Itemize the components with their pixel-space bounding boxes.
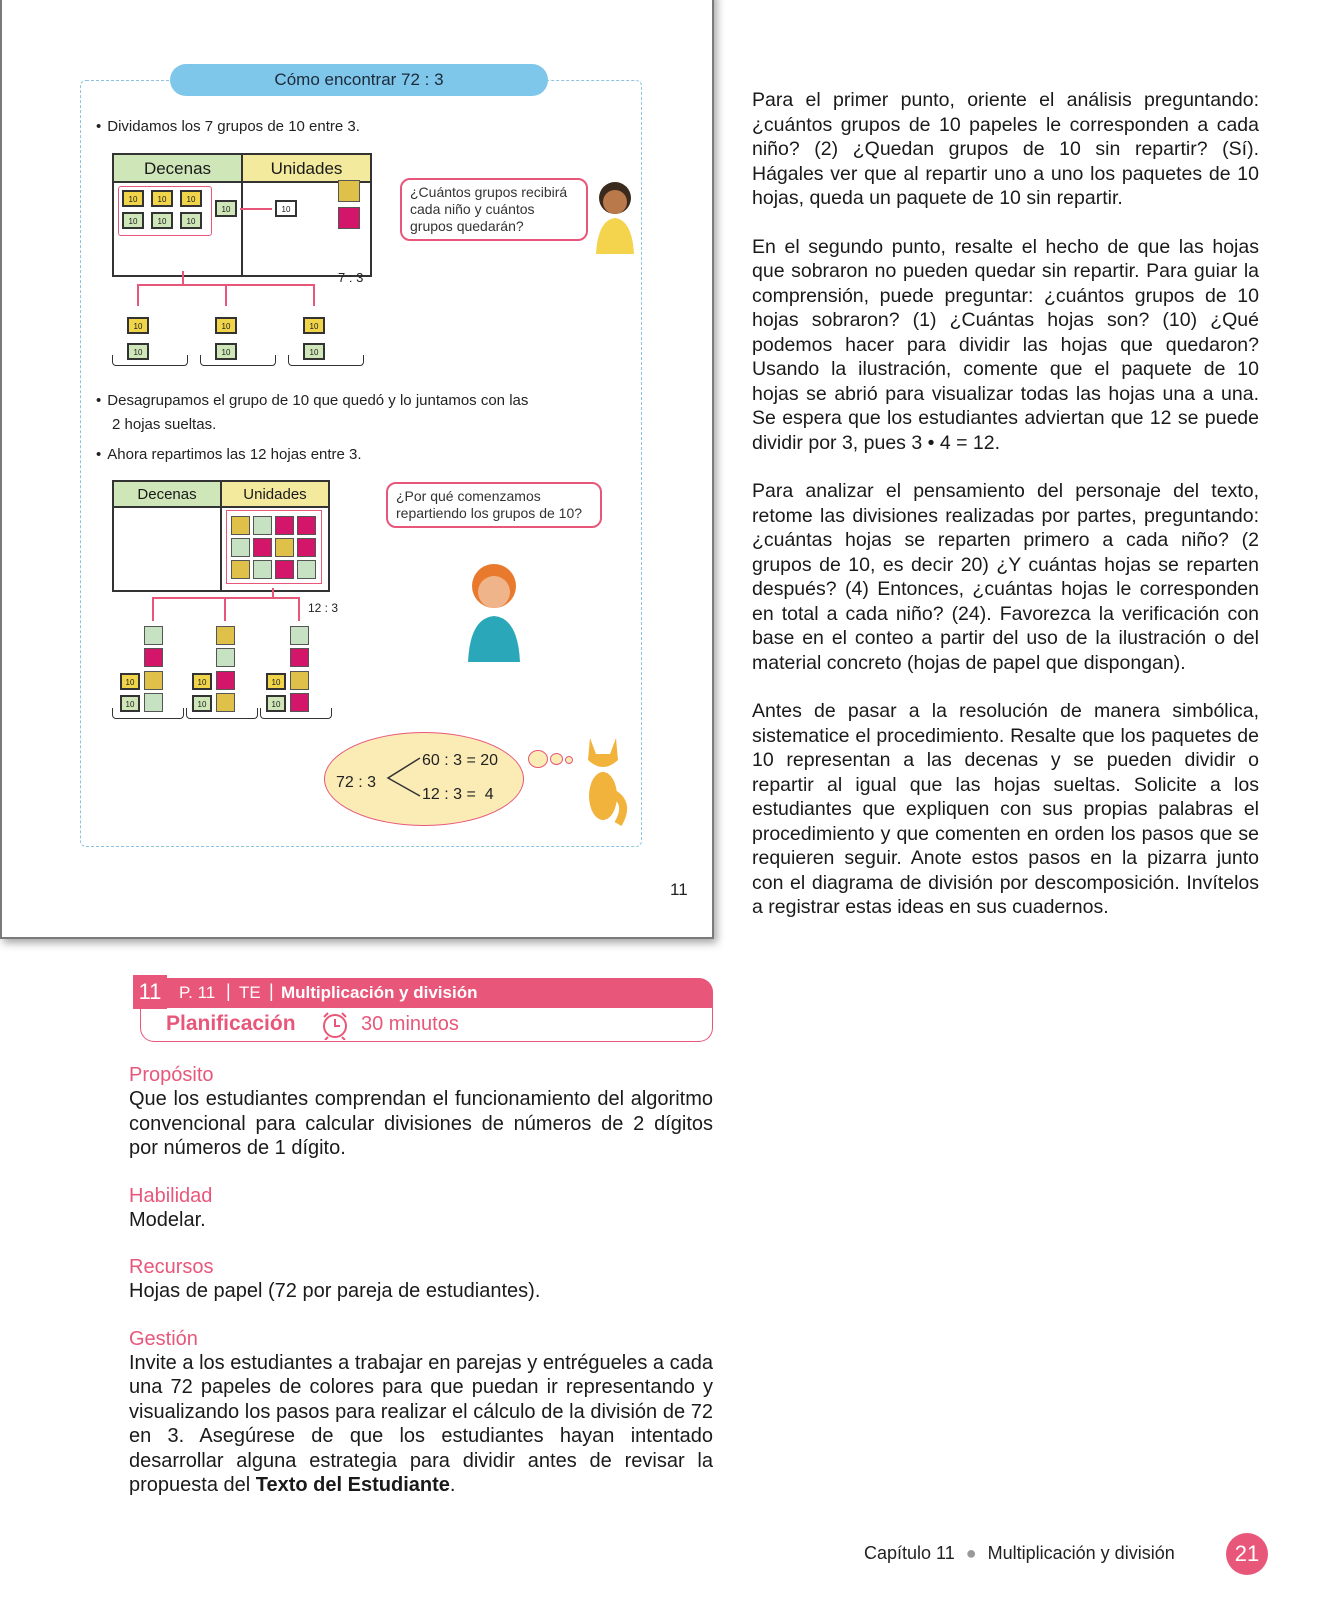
tens-tile: 10 <box>215 343 237 360</box>
divider: | <box>269 981 274 1001</box>
teacher-notes <box>752 88 1259 944</box>
tens-tile: 10 <box>192 673 212 690</box>
unit-square <box>231 560 250 579</box>
page-ref: P. 11 <box>179 983 216 1002</box>
planning-heading: Planificación <box>166 1012 296 1035</box>
bullet-step-2: • Desagrupamos el grupo de 10 que quedó y lo juntamos con las <box>96 392 528 409</box>
tens-tile: 10 <box>127 343 149 360</box>
section-text-gestion <box>129 1351 713 1498</box>
tens-tile: 10 <box>266 695 286 712</box>
tens-tile: 10 <box>192 695 212 712</box>
planning-box <box>140 1008 713 1042</box>
clock-icon <box>318 1010 352 1040</box>
unit-square <box>216 648 235 667</box>
unit-square <box>290 671 309 690</box>
connector <box>225 284 227 306</box>
planning-header-bar <box>133 978 713 1008</box>
connector <box>313 284 315 306</box>
split-arrows <box>384 752 424 800</box>
te-label: TE <box>239 983 261 1002</box>
bullet-step-1: • Dividamos los 7 grupos de 10 entre 3. <box>96 118 360 135</box>
unit-square <box>216 626 235 645</box>
connector <box>152 597 154 621</box>
tens-tile: 10 <box>120 673 140 690</box>
unit-square <box>144 671 163 690</box>
decenas-cell <box>114 508 222 590</box>
connector <box>137 284 139 306</box>
unit-square <box>253 560 272 579</box>
section-text-proposito: Que los estudiantes comprendan el funcionamiento del algoritmo convencional para calcular divisiones de números de 2 dígitos por números de 1 dígito. <box>129 1088 713 1159</box>
connector <box>152 597 300 599</box>
student-page-number: 11 <box>670 880 688 899</box>
unit-square <box>144 648 163 667</box>
section-text-habilidad: Modelar. <box>129 1208 206 1231</box>
page-number-badge: 21 <box>1226 1533 1268 1575</box>
thought-top: 60 : 3 = 20 <box>422 752 499 769</box>
note-paragraph-2: En el segundo punto, resalte el hecho de que las hojas que sobraron no pueden quedar sin repartir. Para guiar la comprensión, puede preguntar: ¿cuántos grupos de 10 hojas sobraron? (1) ¿Cuántas hojas son? (10) ¿Qué podemos hacer para dividir las hojas que quedaron? Usando la ilustración, comente que el paquete de 10 hojas se abrió para visualizar todas las hojas una a una. Se espera que los estudiantes adviertan que 12 se puede dividir por 3, pues 3 • 4 = 12. <box>752 235 1259 454</box>
unit-square <box>231 538 250 557</box>
tray <box>200 355 276 366</box>
bullet-step-2-cont: 2 hojas sueltas. <box>112 416 217 433</box>
thought-dot <box>528 750 548 768</box>
tray <box>186 708 258 719</box>
thought-left: 72 : 3 <box>336 774 377 791</box>
connector <box>224 597 226 621</box>
tray <box>112 355 188 366</box>
footer <box>864 1543 1175 1564</box>
tens-tile: 10 <box>266 673 286 690</box>
operation-12-3: 12 : 3 <box>308 601 339 615</box>
unit-square <box>253 538 272 557</box>
section-text-recursos: Hojas de papel (72 por pareja de estudiantes). <box>129 1280 541 1302</box>
header-unidades: Unidades <box>222 482 328 508</box>
tray <box>112 708 184 719</box>
tens-tile: 10 <box>180 190 202 207</box>
unit-square <box>297 538 316 557</box>
tens-tile: 10 <box>122 190 144 207</box>
bullet-step-3: • Ahora repartimos las 12 hojas entre 3. <box>96 446 362 463</box>
tens-tile: 10 <box>151 190 173 207</box>
connector <box>298 597 300 621</box>
arrow <box>240 208 272 210</box>
unit-square <box>338 207 360 229</box>
unit-square <box>290 626 309 645</box>
lesson-number: 11 <box>133 975 167 1009</box>
thought-dot <box>565 756 573 764</box>
unit-square <box>275 538 294 557</box>
unit-square <box>297 560 316 579</box>
tens-tile: 10 <box>122 212 144 229</box>
header-decenas: Decenas <box>114 155 243 183</box>
operation-7-3: 7 : 3 <box>338 270 364 285</box>
thought-dot <box>550 753 563 765</box>
unit-square <box>290 648 309 667</box>
tens-tile: 10 <box>180 212 202 229</box>
note-paragraph-4: Antes de pasar a la resolución de manera simbólica, sistematice el procedimiento. Resalte que los paquetes de 10 representan a las decenas y se pueden dividir o repartir al igual que las hojas sueltas. Solicite a los estudiantes que expliquen con sus propias palabras el procedimiento y que comenten en orden los pasos que se requieren seguir. Anote estos pasos en la pizarra junto con el diagrama de división por descomposición. Invítelos a registrar estas ideas en sus cuadernos. <box>752 700 1259 918</box>
thought-bottom: 12 : 3 = 4 <box>422 786 494 803</box>
unit-square <box>231 516 250 535</box>
planning-sections <box>129 1064 713 1498</box>
tens-tile: 10 <box>215 200 237 217</box>
unit-title: Multiplicación y división <box>281 983 478 1002</box>
unit-square <box>297 516 316 535</box>
header-unidades: Unidades <box>243 155 370 183</box>
activity-title: Cómo encontrar 72 : 3 <box>170 64 548 96</box>
girl-illustration <box>590 176 640 254</box>
tens-tile: 10 <box>151 212 173 229</box>
tens-tile: 10 <box>303 343 325 360</box>
footer-title: Multiplicación y división <box>987 1543 1175 1563</box>
note-paragraph-3: Para analizar el pensamiento del personaje del texto, retome las divisiones realizadas por partes, preguntando: ¿cuántas hojas se reparten primero a cada niño? (2 grupos de 10, es decir 20) ¿Y cuántas hojas se reparten después? (4) Entonces, ¿cuántas hojas le corresponden en total a cada niño? (24). Favorezca la verificación con base en el conteo a partir del uso de la ilustración o del material concreto (hojas de papel que dispongan). <box>752 480 1259 674</box>
footer-dot: ● <box>965 1543 977 1563</box>
unit-square <box>338 180 360 202</box>
gestion-body: Invite a los estudiantes a trabajar en parejas y entrégueles a cada una 72 papeles de colores para que puedan ir representando y visualizando los pasos para realizar el cálculo de la división de 72 en 3. Asegúrese de que los estudiantes hayan intentado desarrollar alguna estrategia para dividir antes de revisar la propuesta del <box>129 1351 713 1496</box>
unit-square <box>216 671 235 690</box>
note-paragraph-1: Para el primer punto, oriente el análisis preguntando: ¿cuántos grupos de 10 papeles le corresponden a cada niño? (2) ¿Quedan grupos de 10 sin repartir? (Sí). Hágales ver que al repartir uno a uno los paquetes de 10 hojas, queda un paquete de 10 sin repartir. <box>752 89 1259 209</box>
section-title-gestion: Gestión <box>129 1327 198 1350</box>
footer-chapter: Capítulo 11 <box>864 1543 955 1563</box>
boy-illustration <box>462 558 526 662</box>
section-title-proposito: Propósito <box>129 1064 214 1086</box>
unbundled-tile: 10 <box>275 200 297 217</box>
tens-tile: 10 <box>215 317 237 334</box>
section-title-recursos: Recursos <box>129 1256 214 1278</box>
tens-tile: 10 <box>120 695 140 712</box>
connector <box>182 271 184 285</box>
unit-square <box>275 516 294 535</box>
unit-square <box>144 626 163 645</box>
duration: 30 minutos <box>361 1013 459 1035</box>
tray <box>288 355 364 366</box>
unit-square <box>275 560 294 579</box>
tray <box>260 708 332 719</box>
student-page <box>0 0 714 939</box>
divider: | <box>226 981 231 1001</box>
header-decenas: Decenas <box>114 482 222 508</box>
tens-tile: 10 <box>303 317 325 334</box>
tens-tile: 10 <box>127 317 149 334</box>
gestion-bold: Texto del Estudiante <box>255 1474 450 1496</box>
question-bubble-1: ¿Cuántos grupos recibirá cada niño y cuántos grupos quedarán? <box>400 178 588 241</box>
question-bubble-2: ¿Por qué comenzamos repartiendo los grupos de 10? <box>386 482 602 528</box>
section-title-habilidad: Habilidad <box>129 1184 213 1207</box>
fox-character <box>578 734 628 830</box>
unit-square <box>253 516 272 535</box>
gestion-end: . <box>449 1474 456 1496</box>
